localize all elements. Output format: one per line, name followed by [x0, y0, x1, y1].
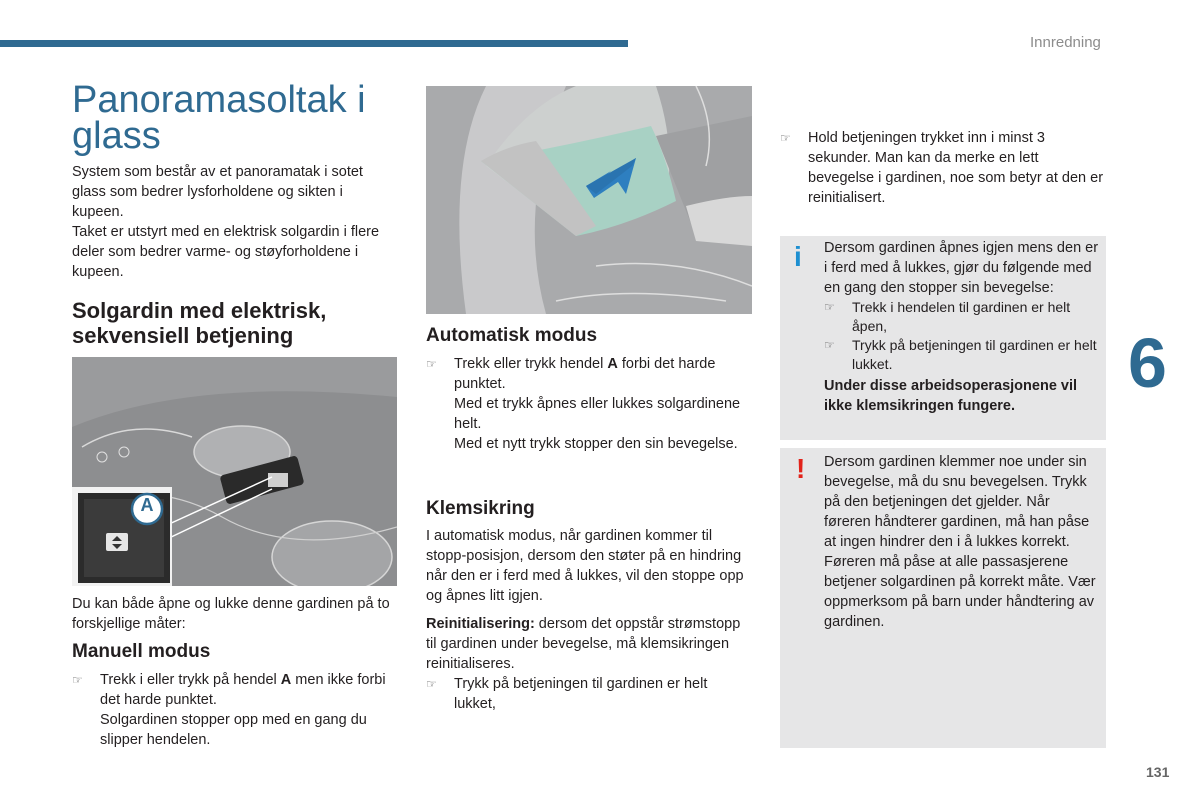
page-number: 131 — [1146, 764, 1170, 780]
antipinch-bullet — [426, 674, 752, 714]
info-bullet — [824, 336, 1100, 374]
info-box — [780, 236, 1106, 440]
manual-note: Solgardinen stopper opp med en gang du slipper hendelen. — [100, 712, 367, 748]
bullet-text: Trykk på betjeningen til gardinen er helt lukket, — [454, 676, 708, 712]
bold-letter: A — [280, 672, 292, 688]
reinit-paragraph — [426, 614, 752, 674]
bullet-text: Trykk på betjeningen til gardinen er helt lukket. — [852, 337, 1097, 372]
sunblind-heading: Solgardin med elektrisk, sekvensiell betjening — [72, 298, 327, 348]
page-title: Panoramasoltak i glass — [72, 79, 366, 157]
top-rule — [0, 40, 628, 47]
antipinch-heading: Klemsikring — [426, 498, 535, 519]
info-icon: i — [794, 241, 802, 272]
info-text: Dersom gardinen åpnes igjen mens den er i ferd med å lukkes, gjør du følgende med en gang den stopper sin bevegelse: — [824, 240, 1099, 296]
bullet-text: Hold betjeningen trykket inn i minst 3 sekunder. Man kan da merke en lett bevegelse i gardinen, noe som betyr at den er reinitialisert. — [808, 130, 1104, 206]
intro — [72, 162, 397, 282]
info-bullet — [824, 298, 1100, 336]
callout-letter: A — [140, 495, 154, 515]
intro-paragraph: Taket er utstyrt med en elektrisk solgardin i flere deler som bedrer varme- og støyforholdene i kupeen. — [72, 224, 380, 280]
exclamation-icon: ! — [796, 453, 806, 484]
bold-letter: A — [607, 356, 618, 372]
ways-text — [72, 594, 397, 634]
automatic-heading: Automatisk modus — [426, 325, 598, 346]
manual-heading: Manuell modus — [72, 641, 211, 662]
antipinch-section — [426, 497, 752, 714]
pointing-hand-icon: ☞ — [426, 677, 437, 691]
intro-paragraph: System som består av et panoramatak i sotet glass som bedrer lysforholdene og sikten i kupeen. — [72, 164, 363, 220]
pointing-hand-icon: ☞ — [780, 131, 791, 145]
bullet-text: Trekk i eller trykk på hendel — [100, 672, 281, 688]
warning-text: Føreren må påse at alle passasjerene betjener solgardinen på korrekt måte. Vær oppmerksom på barn under håndtering av gardinen. — [824, 554, 1096, 630]
reinit-text: dersom det oppstår strømstopp til gardinen under bevegelse, må klemsikringen reinitialiseres. — [426, 616, 741, 672]
warning-text: Dersom gardinen klemmer noe under sin bevegelse, må du snu bevegelsen. Trykk på den betjeningen det gjelder. Når føreren håndterer gardinen, må han påse at ingen hindrer den i å lukkes korrekt. — [824, 454, 1090, 550]
automatic-note: Med et nytt trykk stopper den sin bevegelse. — [454, 436, 738, 452]
info-content — [824, 238, 1100, 416]
panoramic-roof-image — [426, 86, 752, 314]
pointing-hand-icon: ☞ — [824, 338, 835, 352]
hold-bullet — [780, 128, 1106, 208]
section-name: Innredning — [1030, 34, 1101, 51]
pointing-hand-icon: ☞ — [426, 357, 437, 371]
ways-paragraph: Du kan både åpne og lukke denne gardinen på to forskjellige måter: — [72, 596, 390, 632]
roof-illustration — [426, 86, 752, 314]
info-bold-note: Under disse arbeidsoperasjonene vil ikke klemsikringen fungere. — [824, 378, 1078, 414]
bullet-text: forbi det harde punktet. — [454, 356, 716, 392]
chapter-number: 6 — [1128, 324, 1167, 402]
sunblind-section — [72, 298, 397, 348]
bullet-text: men ikke forbi det harde punktet. — [100, 672, 386, 708]
automatic-section — [426, 324, 752, 454]
manual-section — [72, 640, 397, 750]
control-illustration — [72, 357, 397, 586]
manual-bullet — [72, 670, 397, 750]
warning-box — [780, 448, 1106, 748]
bullet-text: Trekk eller trykk hendel — [454, 356, 608, 372]
control-lever-image — [72, 357, 397, 586]
pointing-hand-icon: ☞ — [824, 300, 835, 314]
hold-section — [780, 128, 1106, 208]
reinit-label: Reinitialisering: — [426, 616, 535, 632]
antipinch-text: I automatisk modus, når gardinen kommer til stopp-posisjon, dersom den støter på en hindring når den er i ferd med å lukkes, vil den stoppe opp og åpnes litt igjen. — [426, 528, 744, 604]
automatic-note: Med et trykk åpnes eller lukkes solgardinene helt. — [454, 396, 741, 432]
bullet-text: Trekk i hendelen til gardinen er helt åpen, — [852, 299, 1071, 334]
automatic-bullet — [426, 354, 752, 454]
pointing-hand-icon: ☞ — [72, 673, 83, 687]
warning-content — [824, 452, 1100, 632]
